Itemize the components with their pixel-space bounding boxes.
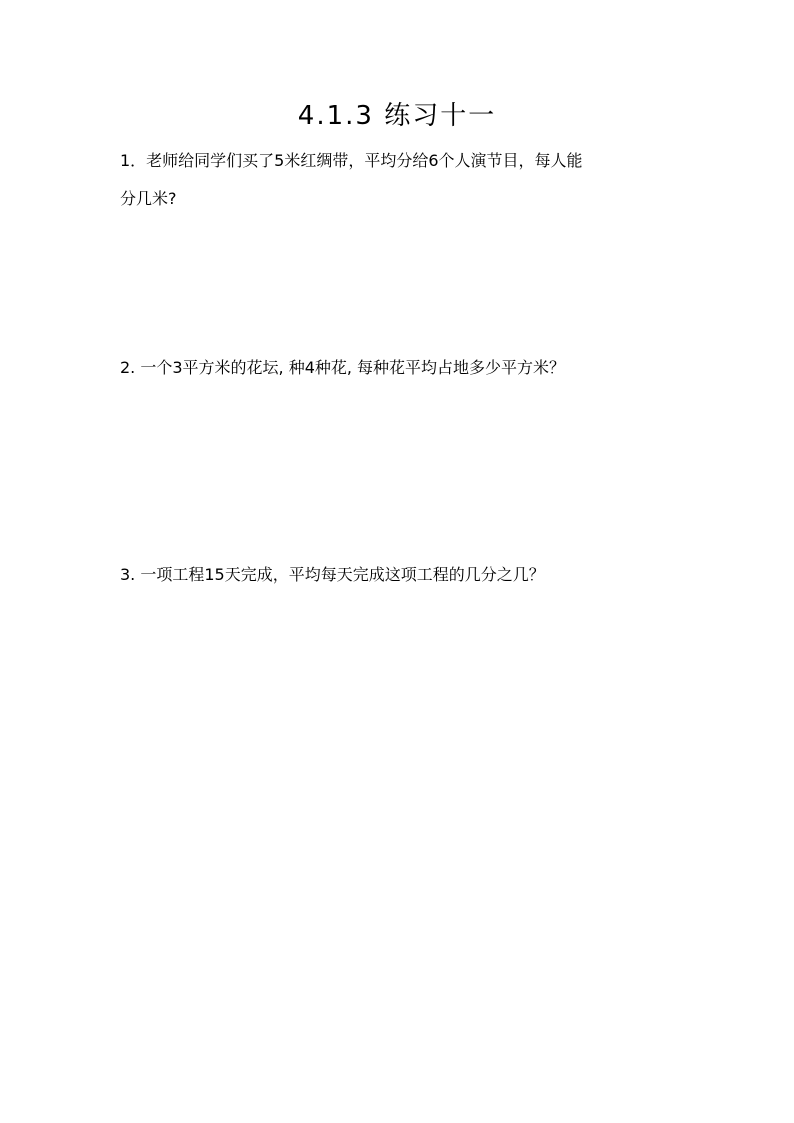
question-1-line-1: 1．老师给同学们买了5米红绸带，平均分给6个人演节目，每人能 — [120, 151, 583, 170]
question-3 — [120, 556, 680, 594]
question-1-line-2: 分几米? — [120, 189, 177, 208]
question-2-text: 2. 一个3平方米的花坛, 种4种花, 每种花平均占地多少平方米？ — [120, 358, 566, 377]
question-2 — [120, 349, 680, 387]
worksheet-title: 4.1.3 练习十一 — [297, 101, 497, 131]
question-1 — [120, 142, 680, 218]
question-3-text: 3. 一项工程15天完成，平均每天完成这项工程的几分之几？ — [120, 565, 545, 584]
